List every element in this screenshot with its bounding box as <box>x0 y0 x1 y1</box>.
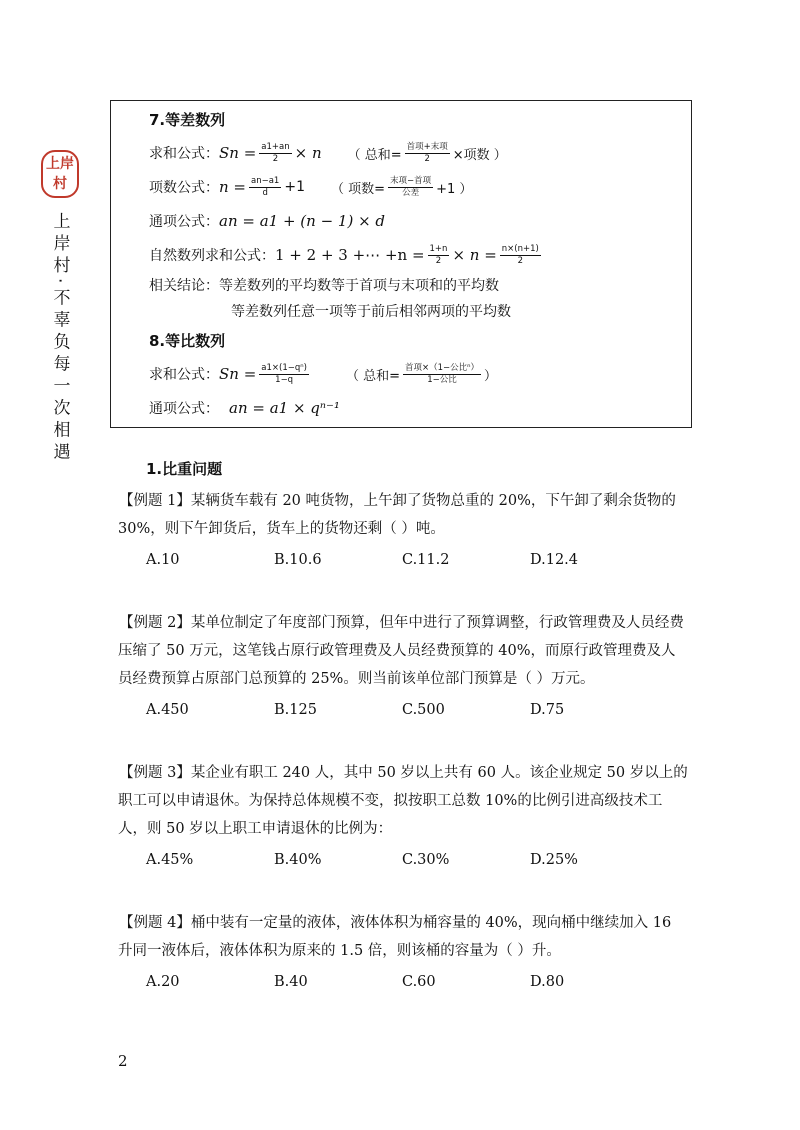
question-3-label: 【例题 3】 <box>119 765 191 781</box>
geo-general-label: 通项公式： <box>149 401 219 417</box>
natural-sum-frac1 <box>428 244 450 267</box>
question-3 <box>118 759 688 875</box>
geo-sum-note-num: 首项×（1−公比ⁿ） <box>405 362 480 373</box>
question-1-text <box>118 487 688 543</box>
option-c: C.30% <box>402 852 450 868</box>
arith-count-note-frac <box>388 176 433 199</box>
arith-sum-num: a1+an <box>261 141 290 152</box>
natural-sum-row <box>149 238 691 272</box>
geo-sum-note-den: 1−公比 <box>427 374 457 385</box>
natural-sum-mid: × n = <box>452 246 497 264</box>
geo-sum-frac <box>259 363 309 386</box>
option-a: A.20 <box>146 974 180 990</box>
option-d: D.25% <box>530 852 578 868</box>
geo-heading: 8.等比数列 <box>149 332 226 350</box>
arith-count-row <box>149 170 691 204</box>
sidebar-branding <box>40 150 80 464</box>
arith-count-lhs: n = <box>219 178 246 196</box>
page-number: 2 <box>118 1052 128 1070</box>
arith-sum-note-frac <box>405 142 450 165</box>
arith-sum-note-prefix: （ 总和= <box>347 147 402 163</box>
natural-sum-num1: 1+n <box>429 243 448 254</box>
geo-sum-den: 1−q <box>275 374 294 385</box>
arith-sum-row <box>149 136 691 170</box>
arith-sum-note <box>348 142 507 165</box>
logo-seal-top: 上岸 <box>46 156 74 172</box>
arith-count-note-prefix: （ 项数= <box>330 181 386 197</box>
question-4-label: 【例题 4】 <box>119 915 191 931</box>
question-1 <box>118 487 688 575</box>
arith-count-den: d <box>262 187 268 198</box>
question-4-body: 桶中装有一定量的液体，液体体积为桶容量的 40%，现向桶中继续加入 16 升同一液体后，液体体积为原来的 1.5 倍，则该桶的容量为（ ）升。 <box>118 915 672 959</box>
arith-sum-note-num: 首项+末项 <box>406 141 448 152</box>
geo-sum-num: a1×(1−qⁿ) <box>261 362 307 373</box>
question-2-label: 【例题 2】 <box>119 615 191 631</box>
geo-sum-lhs: Sn = <box>219 365 257 383</box>
section-title: 1.比重问题 <box>146 460 223 478</box>
conclusion-2: 等差数列任意一项等于前后相邻两项的平均数 <box>231 304 511 320</box>
conclusion-row-1 <box>149 272 691 298</box>
question-2-body: 某单位制定了年度部门预算，但年中进行了预算调整，行政管理费及人员经费压缩了 50 万元，这笔钱占原行政管理费及人员经费预算的 40%，而原行政管理费及人员经费预算占原部门总预算的 25%。则当前该单位部门预算是（ ）万元。 <box>118 615 684 687</box>
question-3-text <box>118 759 688 843</box>
geo-general-row <box>149 391 691 425</box>
arith-general-row <box>149 204 691 238</box>
option-a: A.10 <box>146 552 180 568</box>
geo-general-expr: an = a1 × qⁿ⁻¹ <box>229 399 340 417</box>
slogan-vertical: 上岸村·不辜负每一次相遇 <box>49 212 70 465</box>
formula-box <box>110 100 692 428</box>
natural-sum-frac2 <box>500 244 541 267</box>
arith-sum-label: 求和公式： <box>149 146 219 162</box>
geo-sum-note-suffix: ） <box>484 368 498 384</box>
natural-sum-label: 自然数列求和公式： <box>149 248 275 264</box>
natural-sum-den1: 2 <box>435 255 442 266</box>
geo-sum-note-prefix: （ 总和= <box>345 368 400 384</box>
arith-general-label: 通项公式： <box>149 214 219 230</box>
option-d: D.75 <box>530 702 565 718</box>
question-3-body: 某企业有职工 240 人，其中 50 岁以上共有 60 人。该企业规定 50 岁以上的职工可以申请退休。为保持总体规模不变，拟按职工总数 10%的比例引进高级技术工人，则 50 岁以上职工申请退休的比例为： <box>118 765 688 837</box>
geo-sum-note <box>346 363 497 386</box>
conclusion-label: 相关结论： <box>149 278 219 294</box>
option-b: B.40 <box>274 974 308 990</box>
arith-count-label: 项数公式： <box>149 180 219 196</box>
arith-sum-note-suffix: ×项数 ） <box>452 147 507 163</box>
arith-sum-rhs: × n <box>294 144 322 162</box>
question-3-options <box>146 845 688 875</box>
arith-count-note-den: 公差 <box>402 187 420 198</box>
arith-count-frac <box>249 176 281 199</box>
option-b: B.125 <box>274 702 317 718</box>
logo-seal <box>41 150 79 198</box>
conclusion-1: 等差数列的平均数等于首项与末项和的平均数 <box>219 278 499 294</box>
question-2 <box>118 609 688 725</box>
question-1-label: 【例题 1】 <box>119 493 191 509</box>
logo-seal-bottom: 村 <box>53 176 67 192</box>
option-d: D.12.4 <box>530 552 579 568</box>
option-b: B.40% <box>274 852 322 868</box>
natural-sum-expr: 1 + 2 + 3 +⋯ +n = <box>275 246 425 264</box>
natural-sum-num2: n×(n+1) <box>501 243 539 254</box>
option-b: B.10.6 <box>274 552 322 568</box>
question-4 <box>118 909 688 997</box>
arith-count-num: an−a1 <box>251 175 280 186</box>
question-2-options <box>146 695 688 725</box>
natural-sum-den2: 2 <box>517 255 524 266</box>
geo-sum-label: 求和公式： <box>149 367 219 383</box>
arith-sum-frac <box>259 142 291 165</box>
arith-sum-lhs: Sn = <box>219 144 257 162</box>
arith-count-rhs: +1 <box>284 179 305 195</box>
arith-heading: 7.等差数列 <box>149 111 226 129</box>
option-c: C.500 <box>402 702 445 718</box>
question-4-text <box>118 909 688 965</box>
option-a: A.450 <box>146 702 189 718</box>
option-d: D.80 <box>530 974 565 990</box>
question-4-options <box>146 967 688 997</box>
conclusion-row-2 <box>149 298 691 324</box>
option-c: C.11.2 <box>402 552 450 568</box>
question-1-options <box>146 545 688 575</box>
option-c: C.60 <box>402 974 436 990</box>
arith-count-note-suffix: +1 ） <box>436 181 473 197</box>
geo-sum-note-frac <box>403 363 481 386</box>
arith-general-expr: an = a1 + (n − 1) × d <box>219 212 386 230</box>
arith-sum-note-den: 2 <box>424 153 430 164</box>
option-a: A.45% <box>146 852 194 868</box>
question-1-body: 某辆货车载有 20 吨货物，上午卸了货物总重的 20%，下午卸了剩余货物的 30%，则下午卸货后，货车上的货物还剩（ ）吨。 <box>118 493 676 537</box>
arith-count-note <box>331 176 472 199</box>
arith-count-note-num: 末项−首项 <box>390 175 432 186</box>
question-2-text <box>118 609 688 693</box>
geo-sum-row <box>149 357 691 391</box>
arith-sum-den: 2 <box>272 153 279 164</box>
main-content <box>118 455 688 997</box>
